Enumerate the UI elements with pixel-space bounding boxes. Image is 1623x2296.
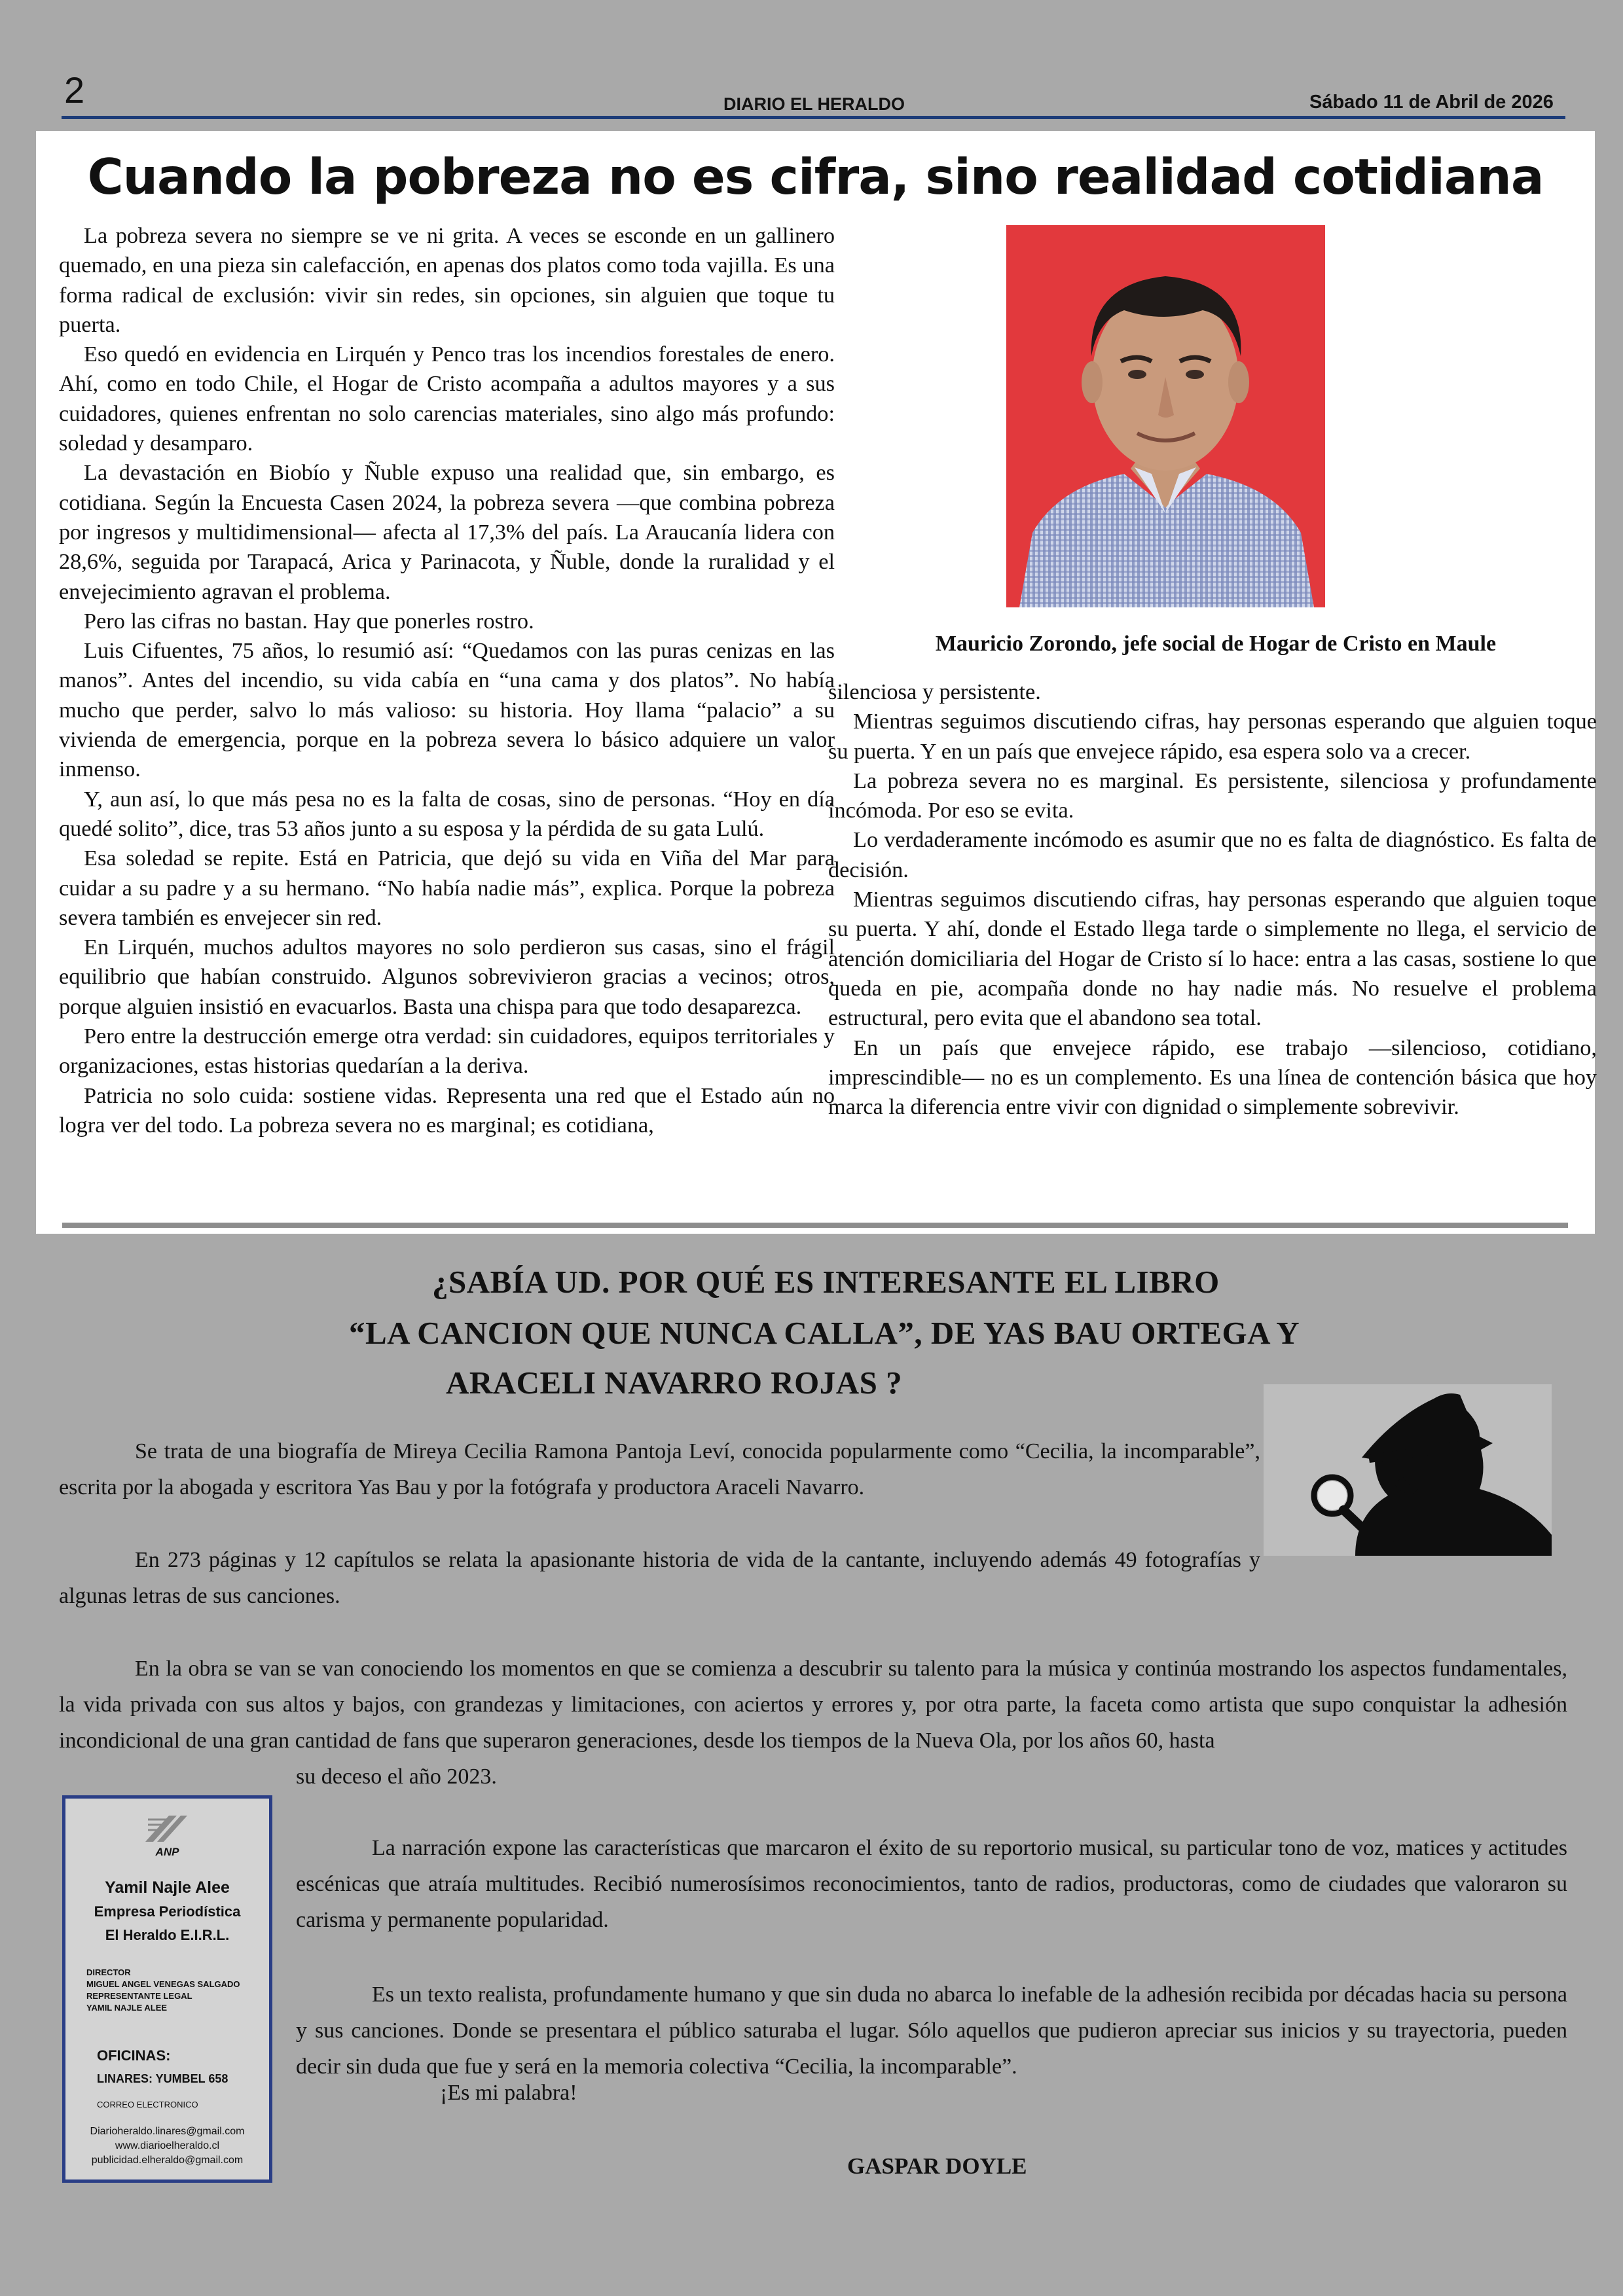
portrait-photo (1006, 225, 1325, 607)
page-number: 2 (64, 69, 85, 111)
company-name: Empresa Periodística (94, 1903, 241, 1920)
feature-paragraph (59, 1651, 1567, 1759)
company-legal-name: El Heraldo E.I.R.L. (105, 1927, 230, 1943)
article-continuation: silenciosa y persistente. (828, 679, 1041, 704)
feature-paragraph (296, 1977, 1567, 2085)
article-paragraph: Mientras seguimos discutiendo cifras, hay personas esperando que alguien toque su puerta. Y ahí, donde el Estado llega tarde o simplemente no llega, el servicio de atención domiciliaria del Hogar de Cristo sí lo hace: entra a las casas, sostiene lo que queda en pie, acompaña donde no hay nadie más. No resuelve el problema estructural, pero evita que el abandono sea total. (828, 887, 1597, 1031)
feature-paragraph-text: Se trata de una biografía de Mireya Cecilia Ramona Pantoja Leví, conocida popularmente como “Cecilia, la incomparable”, escrita por la abogada y escritora Yas Bau y por la fotógrafa y productora Araceli Navarro. (59, 1439, 1260, 1499)
contact-email[interactable]: Diarioheraldo.linares@gmail.com (90, 2126, 245, 2137)
article-right-column (828, 677, 1597, 1122)
author-name: GASPAR DOYLE (847, 2153, 1027, 2179)
feature-paragraph-text: Es un texto realista, profundamente humano y que sin duda no abarca lo inefable de la adhesión recibida por décadas hacia su persona y sus canciones. Donde se presentara el público saturaba el lugar. Sólo aquellos que pudieron apreciar sus inicios y su trayectoria, pueden decir sin duda que fue y será en la memoria colectiva “Cecilia, la incomparable”. (296, 1982, 1567, 2079)
feature-paragraph-text: En la obra se van se van conociendo los momentos en que se comienza a descubrir su talento para la música y continúa mostrando los aspectos fundamentales, la vida privada con sus altos y bajos, con grandezas y limitaciones, con aciertos y errores y, por otra parte, la faceta como artista que supo conquistar la adhesión incondicional de una gran cantidad de fans que superaron generaciones, desde los tiempos de la Nueva Ola, por los años 60, hasta (59, 1657, 1567, 1753)
article-paragraph: Eso quedó en evidencia en Lirquén y Penco tras los incendios forestales de enero. Ahí, como en todo Chile, el Hogar de Cristo acompaña a adultos mayores y a sus cuidadores, quienes enfrentan no solo carencias materiales, sino algo más profundo: soledad y desamparo. (59, 342, 835, 456)
article-paragraph: En un país que envejece rápido, ese trabajo —silencioso, cotidiano, imprescindible— no es un complemento. Es una línea de contención básica que hoy marca la diferencia entre vivir con dignidad o simplemente sobrevivir. (828, 1035, 1597, 1120)
website-link[interactable]: www.diarioelheraldo.cl (115, 2140, 220, 2151)
article-left-column (59, 221, 835, 1140)
article-paragraph: Lo verdaderamente incómodo es asumir que no es falta de diagnóstico. Es falta de decisión. (828, 827, 1597, 882)
issue-date: Sábado 11 de Abril de 2026 (1309, 92, 1554, 113)
article-paragraph: Y, aun así, lo que más pesa no es la falta de cosas, sino de personas. “Hoy en día quedé solito”, dice, tras 53 años junto a su esposa y la pérdida de su gata Lulú. (59, 786, 835, 841)
feature-headline-line: “LA CANCION QUE NUNCA CALLA”, DE YAS BAU ORTEGA Y (349, 1315, 1300, 1351)
article-paragraph: Luis Cifuentes, 75 años, lo resumió así: “Quedamos con las puras cenizas en las manos”. Antes del incendio, su vida cabía en “una cama y dos platos”. No había mucho que perder, salvo lo más valioso: su historia. Hoy llama “palacio” a su vivienda de emergencia, porque en la pobreza severa lo básico adquiere un valor inmenso. (59, 638, 835, 782)
director-name: MIGUEL ANGEL VENEGAS SALGADO (86, 1979, 240, 1989)
article-paragraph: Patricia no solo cuida: sostiene vidas. Representa una red que el Estado aún no logra ver del todo. La pobreza severa no es marginal; es cotidiana, (59, 1083, 835, 1138)
advertising-email[interactable]: publicidad.elheraldo@gmail.com (91, 2155, 244, 2166)
feature-headline-line: ARACELI NAVARRO ROJAS ? (446, 1365, 903, 1401)
article-title: Cuando la pobreza no es cifra, sino realidad cotidiana (87, 148, 1544, 206)
article-paragraph: En Lirquén, muchos adultos mayores no solo perdieron sus casas, sino el frágil equilibrio que habían construido. Algunos sobrevivieron gracias a vecinos; otros, porque alguien insistió en evacuarlos. Basta una chispa para que todo desaparezca. (59, 935, 835, 1019)
detective-illustration (1264, 1384, 1552, 1556)
portrait-illustration (1006, 225, 1325, 607)
masthead-box (62, 1795, 272, 2183)
owner-name: Yamil Najle Alee (105, 1878, 230, 1897)
offices-address: LINARES: YUMBEL 658 (97, 2072, 228, 2085)
header-rule (62, 116, 1565, 119)
offices-label: OFICINAS: (97, 2047, 171, 2064)
article-paragraph: La pobreza severa no es marginal. Es persistente, silenciosa y profundamente incómoda. Por eso se evita. (828, 768, 1597, 823)
article-paragraph: Esa soledad se repite. Está en Patricia, que dejó su vida en Viña del Mar para cuidar a su padre y a su hermano. “No había nadie más”, explica. Porque la pobreza severa también es envejecer sin red. (59, 846, 835, 930)
legal-rep-label: REPRESENTANTE LEGAL (86, 1991, 192, 2001)
detective-icon (1264, 1384, 1552, 1556)
article-panel (36, 131, 1595, 1234)
anp-logo-icon (143, 1813, 190, 1844)
article-bottom-rule (62, 1223, 1568, 1228)
article-paragraph: Mientras seguimos discutiendo cifras, hay personas esperando que alguien toque su puerta. Y en un país que envejece rápido, esa espera solo va a crecer. (828, 709, 1597, 764)
feature-paragraph (296, 1830, 1567, 1938)
email-label: CORREO ELECTRONICO (97, 2100, 198, 2109)
legal-rep-name: YAMIL NAJLE ALEE (86, 2003, 168, 2013)
feature-paragraph (59, 1433, 1260, 1505)
article-paragraph: La pobreza severa no siempre se ve ni grita. A veces se esconde en un gallinero quemado, en una pieza sin calefacción, en apenas dos platos como toda vajilla. Es una forma radical de exclusión: vivir sin redes, sin opciones, sin alguien que toque tu puerta. (59, 223, 835, 337)
anp-label: ANP (155, 1846, 179, 1858)
feature-headline-line: ¿SABÍA UD. POR QUÉ ES INTERESANTE EL LIBRO (432, 1264, 1220, 1300)
article-paragraph: La devastación en Biobío y Ñuble expuso una realidad que, sin embargo, es cotidiana. Según la Encuesta Casen 2024, la pobreza severa —que combina pobreza por ingresos y multidimensional— afecta al 17,3% del país. La Araucanía lidera con 28,6%, seguida por Tarapacá, Arica y Parinacota, y Ñuble, donde la ruralidad y el envejecimiento agravan el problema. (59, 460, 835, 604)
director-label: DIRECTOR (86, 1967, 131, 1977)
article-paragraph: Pero entre la destrucción emerge otra verdad: sin cuidadores, equipos territoriales y organizaciones, estas historias quedarían a la deriva. (59, 1024, 835, 1079)
sign-off: ¡Es mi palabra! (440, 2081, 577, 2105)
feature-paragraph-tail: su deceso el año 2023. (296, 1765, 497, 1789)
article-paragraph: Pero las cifras no bastan. Hay que ponerles rostro. (84, 608, 534, 634)
feature-paragraph-text: En 273 páginas y 12 capítulos se relata la apasionante historia de vida de la cantante, incluyendo además 49 fotografías y algunas letras de sus canciones. (59, 1548, 1260, 1608)
feature-paragraph (59, 1542, 1260, 1614)
photo-caption: Mauricio Zorondo, jefe social de Hogar de Cristo en Maule (935, 632, 1497, 656)
newspaper-name: DIARIO EL HERALDO (723, 94, 905, 114)
feature-paragraph-text: La narración expone las características que marcaron el éxito de su reportorio musical, su particular tono de voz, matices y actitudes escénicas que atraía multitudes. Recibió numerosísimos reconocimientos, tanto de radios, productoras, como de ciudades que valoraron su carisma y permanente popularidad. (296, 1836, 1567, 1932)
